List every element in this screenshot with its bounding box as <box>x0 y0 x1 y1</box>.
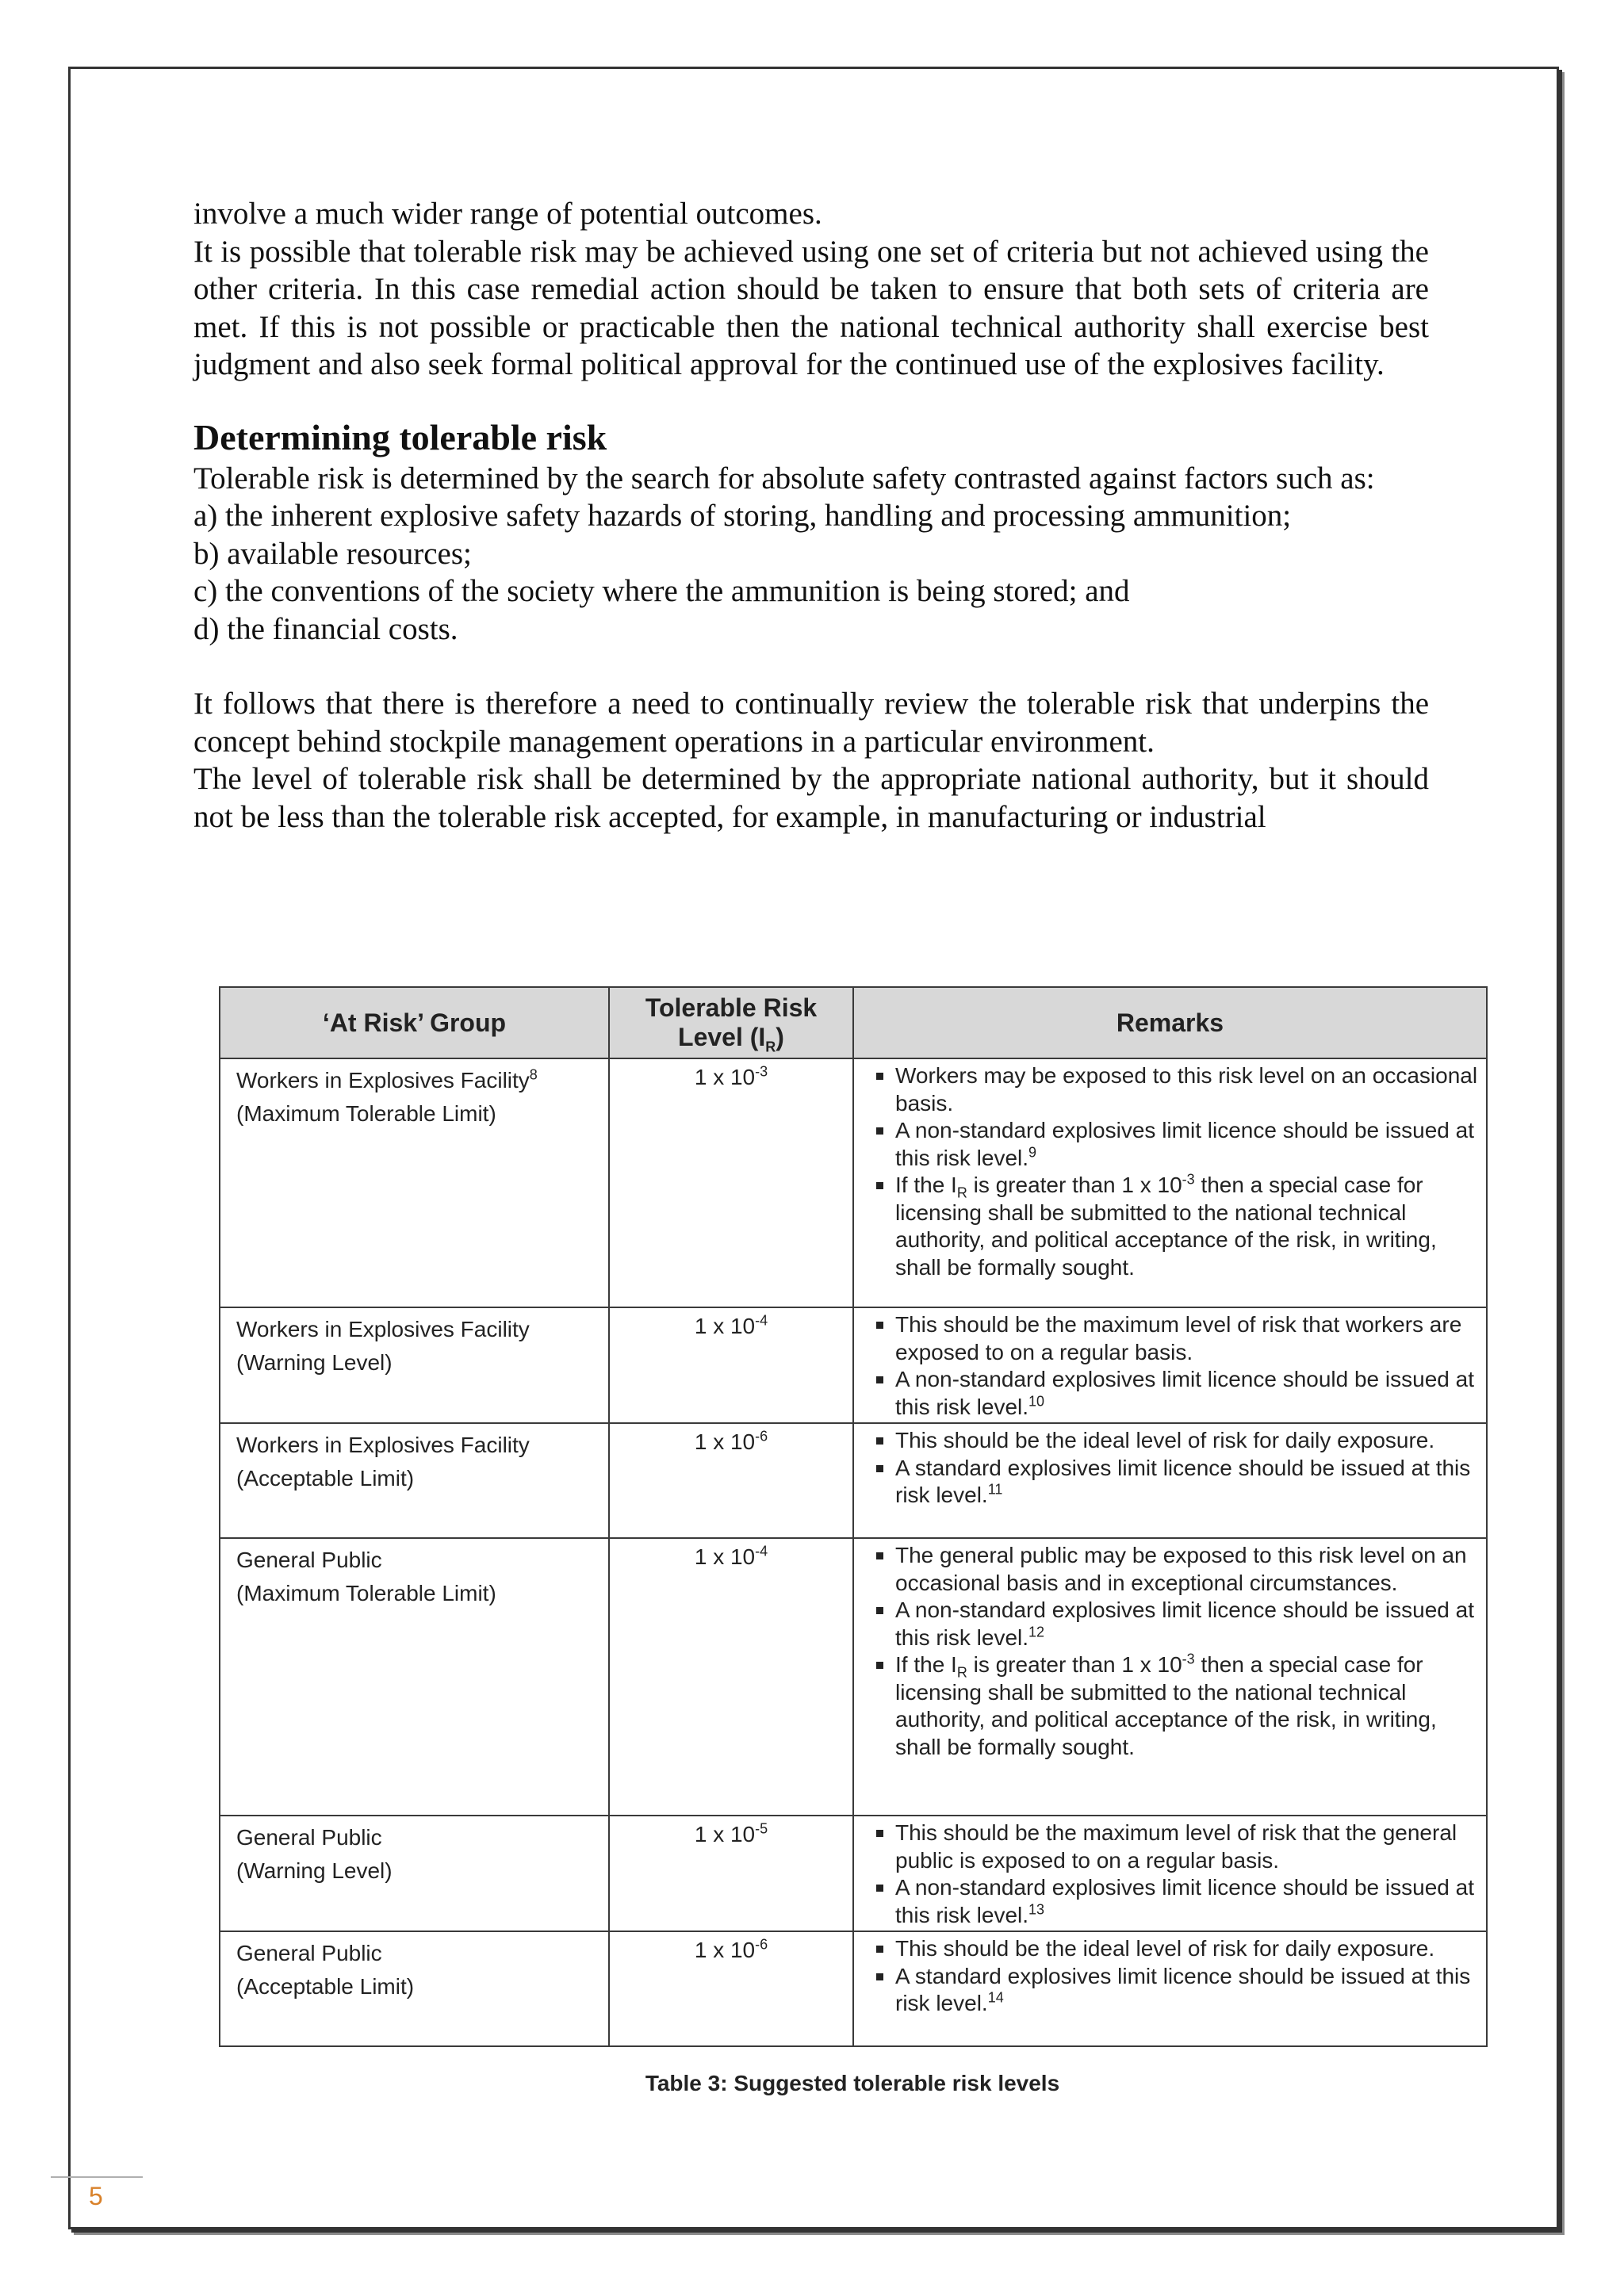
remark-bullet: This should be the ideal level of risk for daily exposure. <box>873 1935 1481 1963</box>
table-row <box>220 1816 1487 1931</box>
header-group: ‘At Risk’ Group <box>220 987 609 1058</box>
remarks-cell <box>853 1423 1487 1538</box>
section-heading: Determining tolerable risk <box>193 416 607 457</box>
risk-level-cell: 1 x $10^{-4}$ <box>609 1307 853 1423</box>
table-row <box>220 1931 1487 2046</box>
risk-level-cell: 1 x $10^{-5}$ <box>609 1816 853 1931</box>
group-cell: General Public (Maximum Tolerable Limit) <box>220 1538 609 1816</box>
table-row <box>220 1538 1487 1816</box>
list-item: d) the financial costs. <box>193 611 458 646</box>
paragraph: The level of tolerable risk shall be determined by the appropriate national authority, but it should not be less than the tolerable risk accepted, for example, in manufacturing or industrial <box>193 762 1429 834</box>
remarks-cell <box>853 1816 1487 1931</box>
header-level: Tolerable Risk Level $(I_R)$ <box>609 987 853 1058</box>
group-cell: Workers in Explosives Facility$^8$ (Maximum Tolerable Limit) <box>220 1058 609 1307</box>
risk-table-figure <box>219 986 1486 2096</box>
remark-bullet: A non-standard explosives limit licence should be issued at this risk level.$^{10}$ <box>873 1366 1481 1421</box>
list-item: a) the inherent explosive safety hazards of storing, handling and processing ammunition; <box>193 499 1292 533</box>
remark-bullet: Workers may be exposed to this risk level on an occasional basis. <box>873 1062 1481 1117</box>
list-item: c) the conventions of the society where the ammunition is being stored; and <box>193 574 1130 608</box>
remarks-cell <box>853 1307 1487 1423</box>
remark-bullet: A non-standard explosives limit licence should be issued at this risk level.$^{13}$ <box>873 1874 1481 1929</box>
paragraph: It follows that there is therefore a need to continually review the tolerable risk that underpins the concept behind stockpile management operations in a particular environment. <box>193 687 1429 759</box>
page-number: 5 <box>89 2182 103 2210</box>
remark-bullet: A standard explosives limit licence should be issued at this risk level.$^{14}$ <box>873 1963 1481 2018</box>
remark-bullet: The general public may be exposed to this risk level on an occasional basis and in exceptional circumstances. <box>873 1542 1481 1597</box>
remark-bullet: This should be the maximum level of risk that workers are exposed to on a regular basis. <box>873 1311 1481 1366</box>
remarks-cell <box>853 1058 1487 1307</box>
document-body <box>193 195 1429 836</box>
risk-level-cell: 1 x $10^{-6}$ <box>609 1423 853 1538</box>
table-row <box>220 1423 1487 1538</box>
remark-bullet: If the $I_R$ is greater than 1 x $10^{-3}$ then a special case for licensing shall be submitted to the national technical authority, and political acceptance of the risk, in writing, shall be formally sought. <box>873 1172 1481 1281</box>
group-cell: General Public (Acceptable Limit) <box>220 1931 609 2046</box>
risk-level-cell: 1 x $10^{-6}$ <box>609 1931 853 2046</box>
remark-bullet: If the $I_R$ is greater than 1 x $10^{-3}$ then a special case for licensing shall be submitted to the national technical authority, and political acceptance of the risk, in writing, shall be formally sought. <box>873 1651 1481 1761</box>
risk-level-cell: 1 x $10^{-4}$ <box>609 1538 853 1816</box>
remark-bullet: A non-standard explosives limit licence should be issued at this risk level.$^9$ <box>873 1117 1481 1172</box>
paragraph: involve a much wider range of potential outcomes. <box>193 197 822 231</box>
table-row <box>220 1058 1487 1307</box>
table-header-row <box>220 987 1487 1058</box>
remark-bullet: A standard explosives limit licence should be issued at this risk level.$^{11}$ <box>873 1455 1481 1510</box>
group-cell: Workers in Explosives Facility (Acceptable Limit) <box>220 1423 609 1538</box>
remark-bullet: This should be the ideal level of risk for daily exposure. <box>873 1427 1481 1455</box>
remark-bullet: A non-standard explosives limit licence should be issued at this risk level.$^{12}$ <box>873 1597 1481 1651</box>
risk-levels-table <box>219 986 1488 2047</box>
paragraph: It is possible that tolerable risk may be achieved using one set of criteria but not achieved using the other criteria. In this case remedial action should be taken to ensure that both sets of criteria are met. If this is not possible or practicable then the national technical authority shall exercise best judgment and also seek formal political approval for the continued use of the explosives facility. <box>193 234 1429 381</box>
footer-rule <box>51 2176 143 2178</box>
remarks-cell <box>853 1538 1487 1816</box>
group-cell: Workers in Explosives Facility (Warning Level) <box>220 1307 609 1423</box>
paragraph: Tolerable risk is determined by the search for absolute safety contrasted against factors such as: <box>193 461 1375 496</box>
group-cell: General Public (Warning Level) <box>220 1816 609 1931</box>
table-row <box>220 1307 1487 1423</box>
list-item: b) available resources; <box>193 536 472 571</box>
risk-level-cell: 1 x $10^{-3}$ <box>609 1058 853 1307</box>
remark-bullet: This should be the maximum level of risk that the general public is exposed to on a regular basis. <box>873 1820 1481 1874</box>
table-caption: Table 3: Suggested tolerable risk levels <box>645 2071 1060 2095</box>
remarks-cell <box>853 1931 1487 2046</box>
header-remarks: Remarks <box>853 987 1487 1058</box>
